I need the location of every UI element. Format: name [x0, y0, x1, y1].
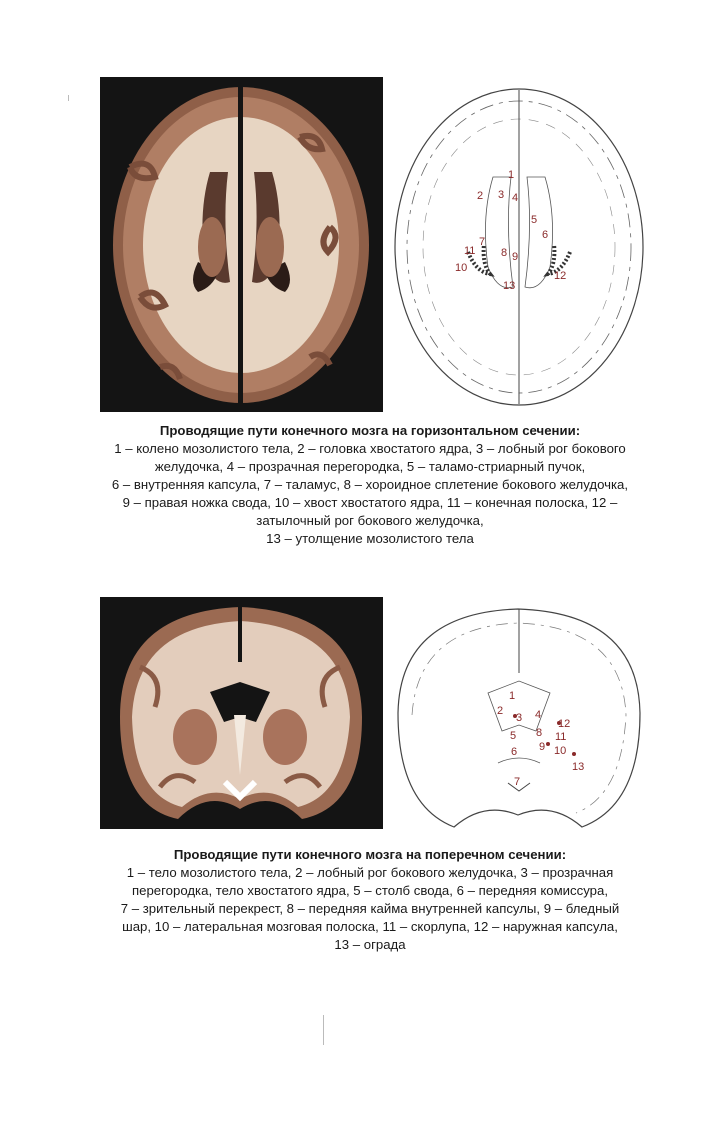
fig2-label-5: 5 [510, 730, 517, 742]
fig1-label-11: 11 [464, 245, 476, 257]
fig2-label-1: 1 [509, 690, 516, 702]
scan-artifact [68, 95, 69, 101]
fig2-label-6: 6 [511, 746, 518, 758]
figure2-caption-line: 1 – тело мозолистого тела, 2 – лобный рог бокового желудочка, 3 – прозрачная [126, 865, 614, 880]
fig1-label-4: 4 [512, 192, 519, 204]
fig1-label-2: 2 [477, 190, 484, 202]
figure1-caption-line: затылочный рог бокового желудочка, [256, 513, 484, 528]
figure1-caption-line: 1 – колено мозолистого тела, 2 – головка хвостатого ядра, 3 – лобный рог бокового [114, 441, 626, 456]
fig1-label-3: 3 [498, 189, 505, 201]
fig2-label-12: 12 [558, 718, 571, 730]
figure1-caption-line: 6 – внутренняя капсула, 7 – таламус, 8 – хороидное сплетение бокового желудочка, [111, 477, 629, 492]
figure1-caption-line: 9 – правая ножка свода, 10 – хвост хвостатого ядра, 11 – конечная полоска, 12 – [122, 495, 618, 510]
figure2-caption-line: 7 – зрительный перекрест, 8 – передняя кайма внутренней капсулы, 9 – бледный [120, 901, 620, 916]
fig2-label-2: 2 [497, 705, 504, 717]
fig1-label-1: 1 [508, 169, 515, 181]
coronal-section-photo [100, 597, 383, 829]
fig1-label-5: 5 [531, 214, 538, 226]
fig2-label-11: 11 [555, 731, 567, 743]
fig1-label-10: 10 [455, 262, 468, 274]
fig2-label-9: 9 [539, 741, 546, 753]
coronal-section-diagram [388, 603, 650, 833]
fig1-label-7: 7 [479, 236, 486, 248]
fig1-label-12: 12 [554, 270, 567, 282]
figure2-caption [90, 846, 650, 954]
figure2-caption-line: 13 – ограда [334, 937, 406, 952]
fig2-label-4: 4 [535, 709, 542, 721]
fig2-label-7: 7 [514, 776, 521, 788]
figure1-caption [90, 422, 650, 548]
fig1-label-13: 13 [503, 280, 516, 292]
figure2-title: Проводящие пути конечного мозга на поперечном сечении: [173, 847, 567, 862]
figure2-caption-line: перегородка, тело хвостатого ядра, 5 – столб свода, 6 – передняя комиссура, [131, 883, 609, 898]
fig1-label-6: 6 [542, 229, 549, 241]
scan-artifact [323, 1015, 324, 1045]
fig2-label-3: 3 [516, 712, 523, 724]
fig2-label-10: 10 [554, 745, 567, 757]
fig1-label-9: 9 [512, 251, 519, 263]
fig1-label-8: 8 [501, 247, 508, 259]
figure1-title: Проводящие пути конечного мозга на горизонтальном сечении: [159, 423, 581, 438]
horizontal-section-photo [100, 77, 383, 412]
fig2-label-13: 13 [572, 761, 585, 773]
figure1-caption-line: 13 – утолщение мозолистого тела [266, 531, 474, 546]
figure1-caption-line: желудочка, 4 – прозрачная перегородка, 5 – таламо-стриарный пучок, [154, 459, 586, 474]
figure2-caption-line: шар, 10 – латеральная мозговая полоска, 11 – скорлупа, 12 – наружная капсула, [122, 919, 618, 934]
fig2-label-8: 8 [536, 727, 543, 739]
horizontal-section-diagram [388, 82, 650, 412]
